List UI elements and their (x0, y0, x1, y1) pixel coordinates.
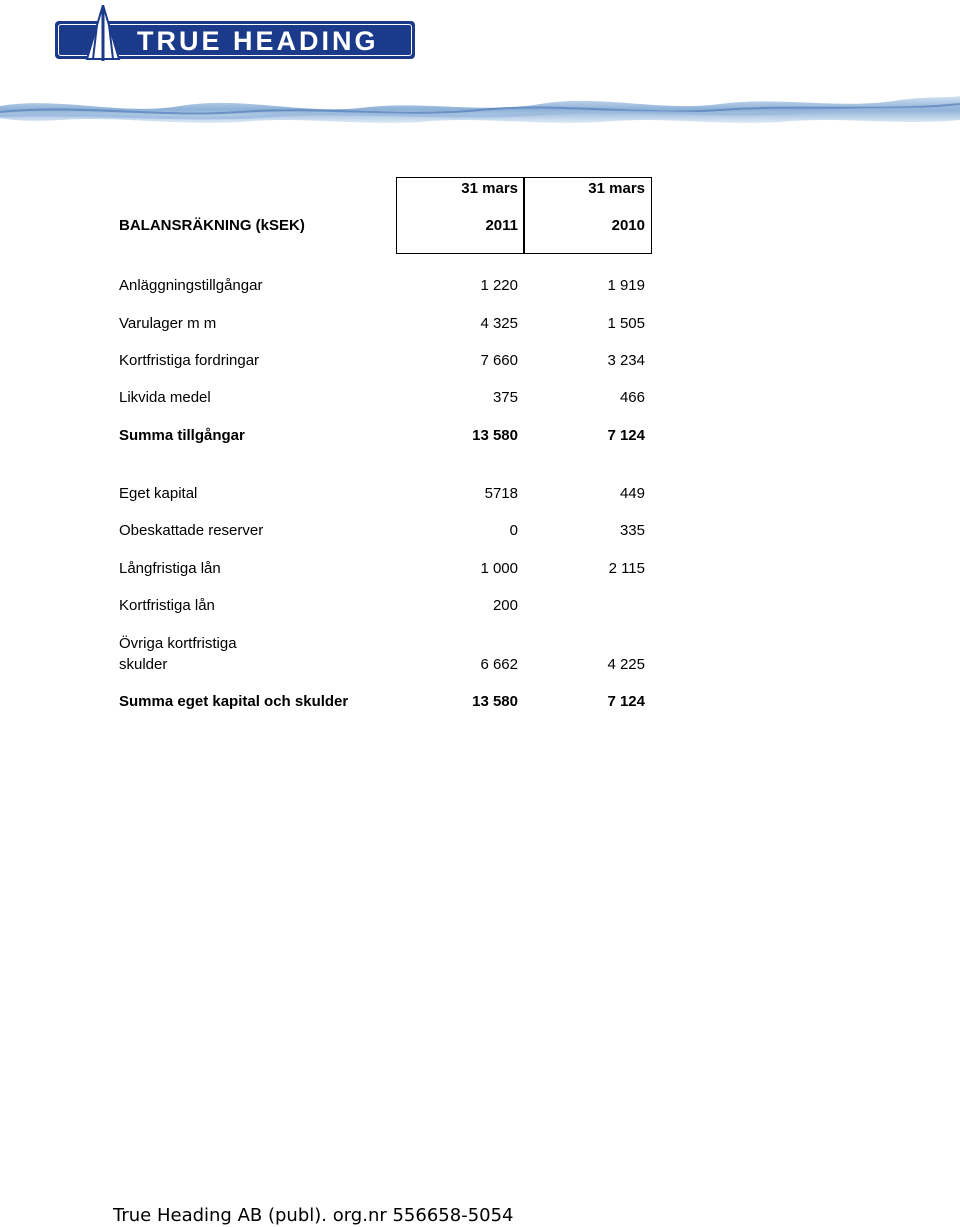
row-value-2011: 7 660 (480, 352, 518, 369)
row-label: Kortfristiga fordringar (119, 352, 260, 369)
water-wave-banner (0, 86, 960, 132)
sailboat-icon (73, 5, 133, 63)
row-label: Kortfristiga lån (119, 597, 215, 614)
row-value-2011: 6 662 (480, 656, 518, 673)
total-assets-2010: 7 124 (607, 427, 645, 444)
row-value-2011: 4 325 (480, 315, 518, 332)
footer-company-info: True Heading AB (publ). org.nr 556658-5054 (113, 1205, 514, 1226)
row-value-2011: 375 (492, 389, 518, 406)
row-value-2011: 1 220 (480, 277, 518, 294)
row-value-2010: 3 234 (607, 352, 645, 369)
row-value-2010: 1 919 (607, 277, 645, 294)
row-value-2010: 1 505 (607, 315, 645, 332)
row-label-line2: skulder (119, 656, 168, 673)
row-label-line1: Övriga kortfristiga (119, 635, 237, 652)
col1-header-date: 31 mars (461, 180, 518, 197)
row-label: Obeskattade reserver (119, 522, 264, 539)
row-label: Varulager m m (119, 315, 217, 332)
logo-text: TRUE HEADING (137, 26, 379, 56)
col1-header-year: 2011 (485, 217, 518, 234)
total-equity-liabilities-label: Summa eget kapital och skulder (119, 693, 349, 710)
row-value-2010: 449 (619, 485, 645, 502)
total-equity-liabilities-2010: 7 124 (607, 693, 645, 710)
company-logo (55, 5, 417, 63)
row-value-2011: 1 000 (480, 560, 518, 577)
row-label: Likvida medel (119, 389, 211, 406)
total-equity-liabilities-2011: 13 580 (472, 693, 518, 710)
row-label: Anläggningstillgångar (119, 277, 263, 294)
row-value-2011: 5718 (484, 485, 518, 502)
col2-header-date: 31 mars (588, 180, 645, 197)
row-label: Eget kapital (119, 485, 198, 502)
row-value-2011: 0 (509, 522, 518, 539)
row-value-2010: 466 (619, 389, 645, 406)
total-assets-2011: 13 580 (472, 427, 518, 444)
table-title: BALANSRÄKNING (kSEK) (119, 217, 305, 234)
col2-header-year: 2010 (611, 217, 645, 234)
row-value-2010: 2 115 (608, 560, 645, 577)
total-assets-label: Summa tillgångar (119, 427, 245, 444)
row-label: Långfristiga lån (119, 560, 221, 577)
row-value-2011: 200 (492, 597, 518, 614)
row-value-2010: 335 (619, 522, 645, 539)
row-value-2010: 4 225 (607, 656, 645, 673)
